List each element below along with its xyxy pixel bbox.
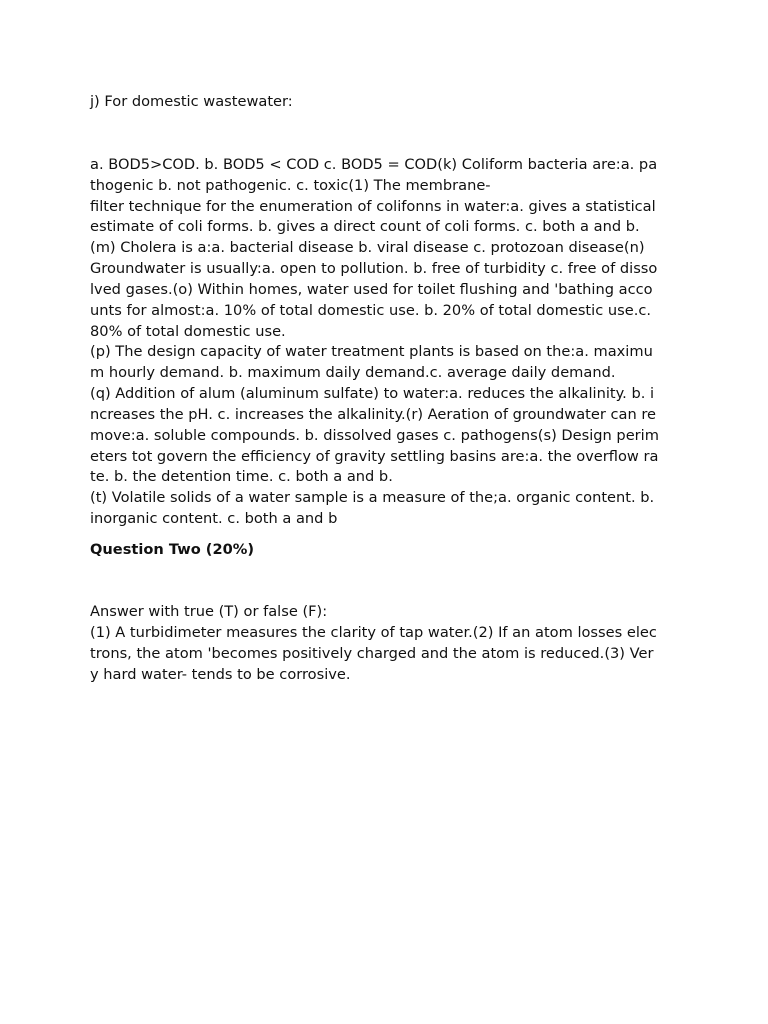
text-line: (1) A turbidimeter measures the clarity of tap water.(2) If an atom losses elec [90,624,657,641]
text-line: 80% of total domestic use. [90,323,286,340]
text-line: thogenic b. not pathogenic. c. toxic(1) The membrane- [90,177,491,194]
text-line: filter technique for the enumeration of colifonns in water:a. gives a statistical [90,198,656,215]
section-j-title: j) For domestic wastewater: [90,93,293,110]
text-line: (t) Volatile solids of a water sample is a measure of the;a. organic content. b. [90,489,655,506]
document-page [90,0,682,1024]
text-line: estimate of coli forms. b. gives a direct count of coli forms. c. both a and b. [90,218,640,235]
text-line: a. BOD5>COD. b. BOD5 < COD c. BOD5 = COD(k) Coliform bacteria are:a. pa [90,156,658,173]
text-line: lved gases.(o) Within homes, water used for toilet flushing and 'bathing acco [90,281,653,298]
question-two-instruction: Answer with true (T) or false (F): [90,603,328,620]
text-line: te. b. the detention time. c. both a and b. [90,468,393,485]
question-two-heading: Question Two (20%) [90,541,255,558]
text-line: (m) Cholera is a:a. bacterial disease b. viral disease c. protozoan disease(n) [90,239,645,256]
text-line: (q) Addition of alum (aluminum sulfate) to water:a. reduces the alkalinity. b. i [90,385,655,402]
text-line: eters tot govern the efficiency of gravity settling basins are:a. the overflow ra [90,448,659,465]
text-line: Groundwater is usually:a. open to pollution. b. free of turbidity c. free of disso [90,260,658,277]
text-line: y hard water- tends to be corrosive. [90,666,351,683]
text-line: trons, the atom 'becomes positively charged and the atom is reduced.(3) Ver [90,645,654,662]
text-line: unts for almost:a. 10% of total domestic use. b. 20% of total domestic use.c. [90,302,651,319]
text-line: ncreases the pH. c. increases the alkalinity.(r) Aeration of groundwater can re [90,406,656,423]
text-line: m hourly demand. b. maximum daily demand.c. average daily demand. [90,364,616,381]
text-line: (p) The design capacity of water treatment plants is based on the:a. maximu [90,343,653,360]
text-line: inorganic content. c. both a and b [90,510,338,527]
text-line: move:a. soluble compounds. b. dissolved gases c. pathogens(s) Design perim [90,427,659,444]
